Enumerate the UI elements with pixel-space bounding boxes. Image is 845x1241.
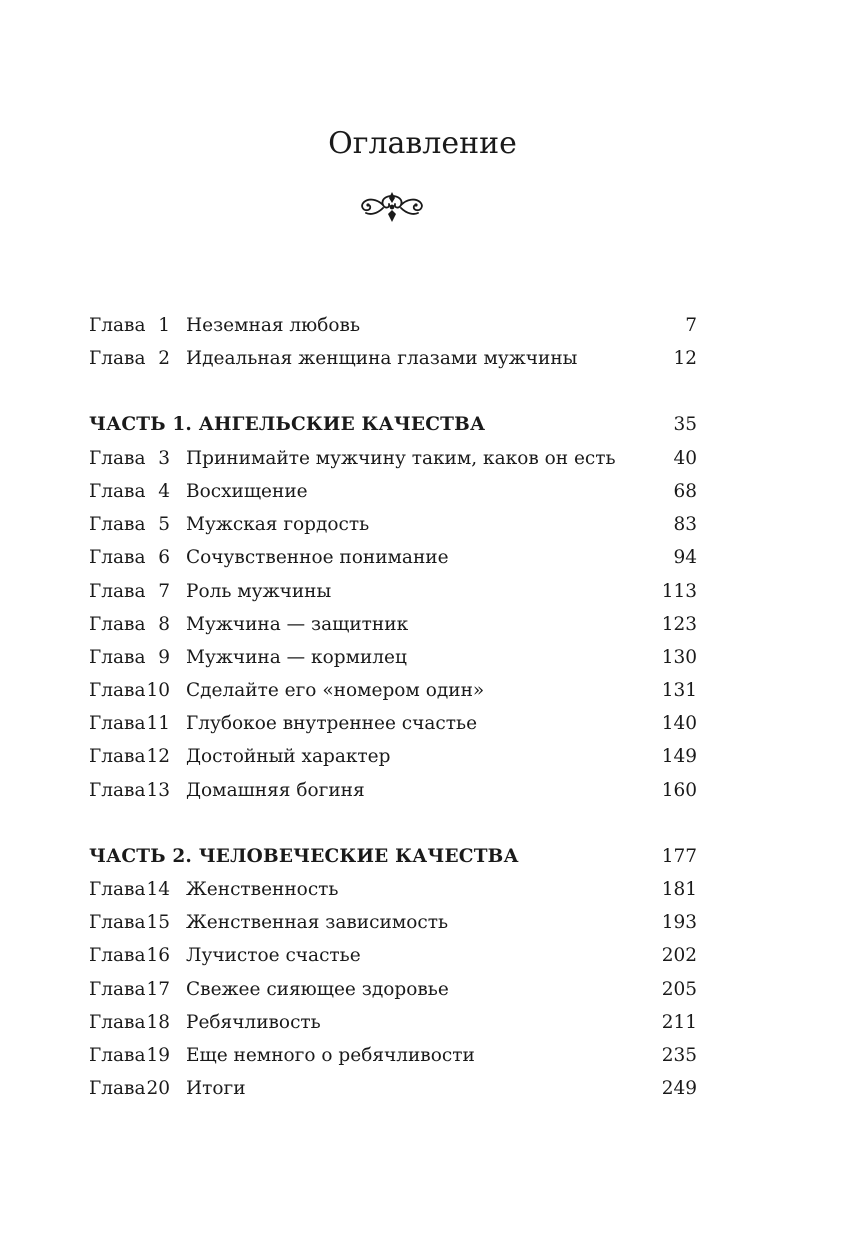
chapter-label: Глава (89, 780, 146, 801)
chapter-title: Мужчина — кормилец (186, 647, 407, 668)
chapter-number: 5 (158, 514, 170, 535)
toc-chapter-row[interactable] (0, 541, 845, 574)
chapter-title: Сделайте его «номером один» (186, 680, 485, 701)
chapter-label: Глава (89, 614, 146, 635)
page-number: 140 (661, 713, 697, 734)
chapter-label: Глава (89, 1012, 146, 1033)
chapter-label: Глава (89, 1045, 146, 1066)
chapter-number: 15 (146, 912, 170, 933)
chapter-label: Глава (89, 680, 146, 701)
toc-chapter-row[interactable] (0, 641, 845, 674)
chapter-number: 17 (146, 979, 170, 1000)
page-number: 211 (661, 1012, 697, 1033)
page-number: 149 (661, 746, 697, 767)
page-number: 235 (661, 1045, 697, 1066)
chapter-number: 16 (146, 945, 170, 966)
page-number: 131 (661, 680, 697, 701)
chapter-title: Идеальная женщина глазами мужчины (186, 348, 578, 369)
toc-chapter-row[interactable] (0, 674, 845, 707)
toc-part-heading[interactable] (0, 408, 845, 441)
chapter-number: 2 (158, 348, 170, 369)
chapter-number: 18 (146, 1012, 170, 1033)
page-number: 123 (661, 614, 697, 635)
chapter-number: 19 (146, 1045, 170, 1066)
chapter-title: Сочувственное понимание (186, 547, 449, 568)
chapter-label: Глава (89, 315, 146, 336)
chapter-number: 11 (146, 713, 170, 734)
chapter-title: Мужская гордость (186, 514, 370, 535)
chapter-label: Глава (89, 945, 146, 966)
toc-chapter-row[interactable] (0, 873, 845, 906)
page-number: 94 (673, 547, 697, 568)
toc-chapter-row[interactable] (0, 1039, 845, 1072)
chapter-label: Глава (89, 514, 146, 535)
page-number: 160 (661, 780, 697, 801)
chapter-label: Глава (89, 348, 146, 369)
chapter-label: Глава (89, 647, 146, 668)
chapter-title: Лучистое счастье (186, 945, 361, 966)
page-number: 83 (673, 514, 697, 535)
chapter-title: Домашняя богиня (186, 780, 365, 801)
chapter-title: Неземная любовь (186, 315, 361, 336)
page-number: 181 (661, 879, 697, 900)
page-number: 202 (661, 945, 697, 966)
page-number: 68 (673, 481, 697, 502)
toc-chapter-row[interactable] (0, 309, 845, 342)
toc-chapter-row[interactable] (0, 973, 845, 1006)
page-number: 35 (673, 414, 697, 435)
toc-chapter-row[interactable] (0, 342, 845, 375)
page-number: 177 (661, 846, 697, 867)
toc-chapter-row[interactable] (0, 1006, 845, 1039)
chapter-number: 4 (158, 481, 170, 502)
chapter-title: Роль мужчины (186, 581, 332, 602)
chapter-label: Глава (89, 448, 146, 469)
chapter-title: Принимайте мужчину таким, каков он есть (186, 448, 616, 469)
chapter-label: Глава (89, 979, 146, 1000)
page-number: 12 (673, 348, 697, 369)
chapter-number: 7 (158, 581, 170, 602)
toc-chapter-row[interactable] (0, 475, 845, 508)
chapter-label: Глава (89, 1078, 146, 1099)
chapter-number: 3 (158, 448, 170, 469)
chapter-number: 1 (158, 315, 170, 336)
chapter-title: Достойный характер (186, 746, 391, 767)
toc-chapter-row[interactable] (0, 575, 845, 608)
chapter-number: 14 (146, 879, 170, 900)
page-title: Оглавление (328, 126, 517, 161)
chapter-number: 20 (146, 1078, 170, 1099)
chapter-label: Глава (89, 713, 146, 734)
chapter-label: Глава (89, 746, 146, 767)
toc-chapter-row[interactable] (0, 1072, 845, 1105)
page-number: 113 (661, 581, 697, 602)
toc-chapter-row[interactable] (0, 939, 845, 972)
chapter-title: Женственная зависимость (186, 912, 449, 933)
page-number: 130 (661, 647, 697, 668)
chapter-title: Еще немного о ребячливости (186, 1045, 475, 1066)
chapter-title: Свежее сияющее здоровье (186, 979, 449, 1000)
chapter-number: 8 (158, 614, 170, 635)
page-number: 193 (661, 912, 697, 933)
chapter-title: Итоги (186, 1078, 246, 1099)
chapter-label: Глава (89, 481, 146, 502)
part-title: ЧАСТЬ 1. АНГЕЛЬСКИЕ КАЧЕСТВА (89, 414, 486, 435)
toc-chapter-row[interactable] (0, 740, 845, 773)
chapter-title: Женственность (186, 879, 339, 900)
chapter-label: Глава (89, 581, 146, 602)
toc-chapter-row[interactable] (0, 906, 845, 939)
chapter-number: 9 (158, 647, 170, 668)
page-number: 7 (685, 315, 697, 336)
toc-chapter-row[interactable] (0, 508, 845, 541)
chapter-number: 6 (158, 547, 170, 568)
toc-chapter-row[interactable] (0, 442, 845, 475)
page-number: 40 (673, 448, 697, 469)
chapter-title: Восхищение (186, 481, 308, 502)
toc-chapter-row[interactable] (0, 608, 845, 641)
chapter-title: Мужчина — защитник (186, 614, 409, 635)
chapter-title: Ребячливость (186, 1012, 321, 1033)
page-number: 249 (661, 1078, 697, 1099)
toc-chapter-row[interactable] (0, 707, 845, 740)
chapter-label: Глава (89, 547, 146, 568)
chapter-number: 12 (146, 746, 170, 767)
chapter-title: Глубокое внутреннее счастье (186, 713, 478, 734)
toc-chapter-row[interactable] (0, 774, 845, 807)
chapter-number: 10 (146, 680, 170, 701)
chapter-label: Глава (89, 912, 146, 933)
toc-part-heading[interactable] (0, 840, 845, 873)
page-number: 205 (661, 979, 697, 1000)
chapter-label: Глава (89, 879, 146, 900)
part-title: ЧАСТЬ 2. ЧЕЛОВЕЧЕСКИЕ КАЧЕСТВА (89, 846, 519, 867)
chapter-number: 13 (146, 780, 170, 801)
